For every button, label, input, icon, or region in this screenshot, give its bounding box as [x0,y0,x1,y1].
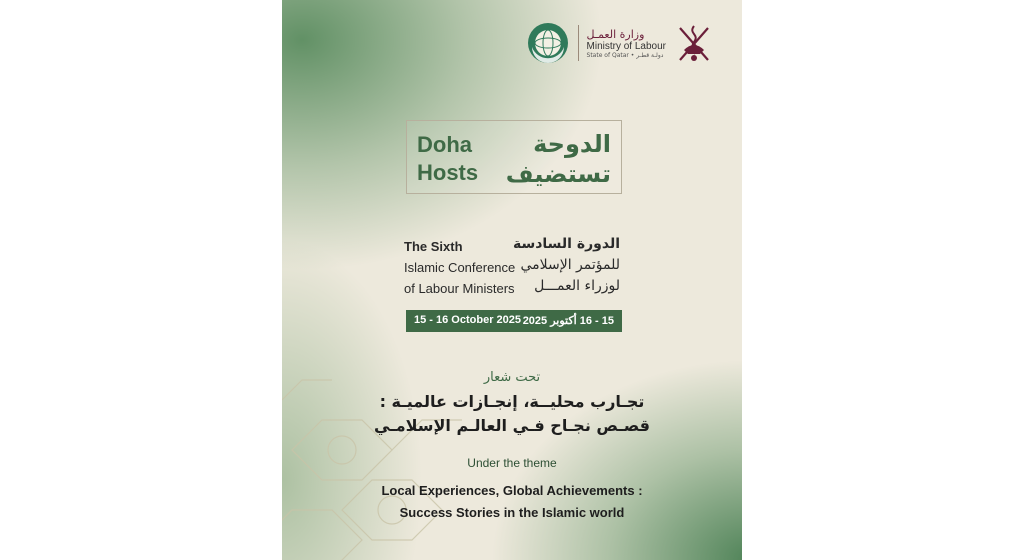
headline-english [417,131,478,187]
header-logos [526,20,714,66]
state-of-qatar-label: State of Qatar • دولـة قطـر [586,51,664,59]
conference-en-line-2: Islamic Conference [404,260,516,275]
headline-arabic [506,129,611,189]
theme-label-arabic: تحت شعار [483,370,541,385]
conference-en-line-3: of Labour Ministers [404,281,515,296]
theme-label-english: Under the theme [467,456,557,470]
oic-logo-icon [526,21,570,65]
headline-ar-line-2: تستضيف [505,160,611,188]
headline-en-line-2: Hosts [417,160,479,185]
theme-ar-line-2: قصـص نجـاح فـي العالـم الإسلامـي [374,416,650,435]
headline-box [406,120,622,194]
conference-ar-line-1: الدورة السادسة [512,236,620,252]
theme-en-line-2: Success Stories in the Islamic world [399,505,625,520]
conference-title-english [404,236,515,299]
theme-ar-line-1: تجـارب محليــة، إنجـازات عالميـة : [379,392,645,411]
date-arabic: 15 - 16 أكتوبر 2025 [522,315,614,327]
conference-ar-line-3: لوزراء العمـــل [534,278,620,294]
conference-ar-line-2: للمؤتمر الإسلامي [520,257,620,273]
qatar-emblem-icon [674,20,714,66]
date-english: 15 - 16 October 2025 [414,314,522,326]
ministry-name-arabic: وزارة العمـل [586,27,645,41]
ministry-name-english: Ministry of Labour [586,40,666,52]
conference-title-arabic [513,234,620,297]
date-banner [406,310,622,332]
headline-en-line-1: Doha [417,132,472,157]
theme-en-line-1: Local Experiences, Global Achievements : [381,483,643,498]
headline-ar-line-1: الدوحة [533,130,611,158]
logo-divider [578,25,579,61]
event-poster [282,0,742,560]
theme-arabic [282,390,742,438]
conference-en-line-1: The Sixth [404,239,463,254]
ministry-wordmark [587,28,666,59]
theme-english [282,480,742,524]
